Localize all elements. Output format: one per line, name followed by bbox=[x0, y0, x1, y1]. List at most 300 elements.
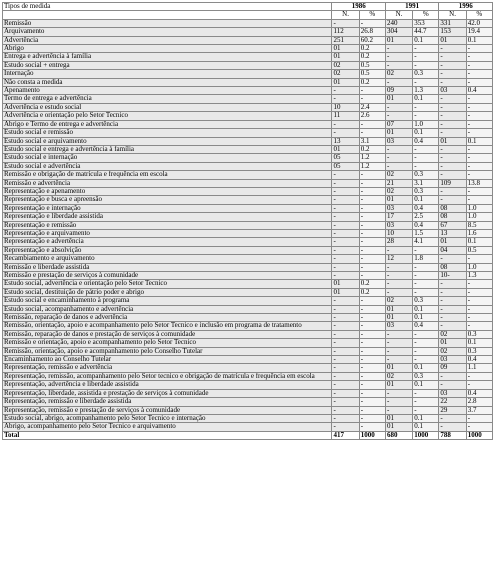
count-cell: - bbox=[385, 112, 412, 120]
subheader-pct: % bbox=[413, 11, 439, 19]
percent-cell: 1.5 bbox=[413, 229, 439, 237]
percent-cell: 0.1 bbox=[413, 414, 439, 422]
percent-cell: 4.1 bbox=[413, 238, 439, 246]
row-label: Representação e absolvição bbox=[3, 246, 332, 254]
count-cell: 09 bbox=[439, 364, 466, 372]
total-label: Total bbox=[3, 431, 332, 439]
total-count-cell: 680 bbox=[385, 431, 412, 439]
count-cell: - bbox=[439, 297, 466, 305]
percent-cell: 0.1 bbox=[466, 36, 492, 44]
percent-cell: - bbox=[413, 406, 439, 414]
percent-cell: - bbox=[359, 221, 385, 229]
table-row bbox=[3, 137, 493, 145]
count-cell: - bbox=[385, 154, 412, 162]
percent-cell: - bbox=[359, 406, 385, 414]
count-cell: - bbox=[439, 288, 466, 296]
count-cell: - bbox=[439, 423, 466, 431]
percent-cell: 3.7 bbox=[466, 406, 492, 414]
count-cell: 01 bbox=[385, 129, 412, 137]
count-cell: - bbox=[332, 120, 359, 128]
percent-cell: 0.4 bbox=[413, 204, 439, 212]
percent-cell: - bbox=[359, 187, 385, 195]
count-cell: - bbox=[385, 347, 412, 355]
count-cell: - bbox=[332, 255, 359, 263]
count-cell: - bbox=[385, 246, 412, 254]
percent-cell: 0.1 bbox=[413, 423, 439, 431]
percent-cell: - bbox=[466, 61, 492, 69]
row-label: Estudo social e advertência bbox=[3, 162, 332, 170]
row-label: Internação bbox=[3, 70, 332, 78]
count-cell: 01 bbox=[332, 45, 359, 53]
count-cell: - bbox=[439, 414, 466, 422]
row-label: Representação, remissão e advertência bbox=[3, 364, 332, 372]
percent-cell: 0.1 bbox=[466, 137, 492, 145]
count-cell: 331 bbox=[439, 19, 466, 27]
row-label: Entrega e advertência à família bbox=[3, 53, 332, 61]
percent-cell: - bbox=[466, 288, 492, 296]
percent-cell: 0.3 bbox=[413, 297, 439, 305]
row-label: Representação, remissão e prestação de serviços à comunidade bbox=[3, 406, 332, 414]
percent-cell: 1.0 bbox=[466, 204, 492, 212]
table-row bbox=[3, 322, 493, 330]
table-row bbox=[3, 255, 493, 263]
count-cell: - bbox=[439, 322, 466, 330]
table-row bbox=[3, 103, 493, 111]
count-cell: 01 bbox=[385, 381, 412, 389]
count-cell: - bbox=[332, 364, 359, 372]
row-label: Estudo social e encaminhamento à programa bbox=[3, 297, 332, 305]
count-cell: 08 bbox=[439, 204, 466, 212]
row-label: Recambiamento e arquivamento bbox=[3, 255, 332, 263]
table-row bbox=[3, 280, 493, 288]
count-cell: - bbox=[332, 187, 359, 195]
count-cell: 01 bbox=[385, 196, 412, 204]
table-row bbox=[3, 339, 493, 347]
percent-cell: - bbox=[413, 272, 439, 280]
percent-cell: 1.0 bbox=[466, 213, 492, 221]
count-cell: 11 bbox=[332, 112, 359, 120]
count-cell: - bbox=[439, 187, 466, 195]
count-cell: 09 bbox=[385, 87, 412, 95]
percent-cell: - bbox=[466, 414, 492, 422]
row-label: Abrigo e Termo de entrega e advertência bbox=[3, 120, 332, 128]
percent-cell: - bbox=[466, 255, 492, 263]
count-cell: - bbox=[439, 145, 466, 153]
percent-cell: - bbox=[466, 280, 492, 288]
percent-cell: - bbox=[413, 53, 439, 61]
count-cell: 03 bbox=[385, 221, 412, 229]
percent-cell: - bbox=[466, 171, 492, 179]
count-cell: 02 bbox=[385, 187, 412, 195]
row-label: Termo de entrega e advertência bbox=[3, 95, 332, 103]
count-cell: 10 bbox=[332, 103, 359, 111]
table-row bbox=[3, 70, 493, 78]
row-label: Estudo social e entrega e advertência à família bbox=[3, 145, 332, 153]
count-cell: 03 bbox=[385, 204, 412, 212]
percent-cell: 0.1 bbox=[413, 36, 439, 44]
count-cell: - bbox=[385, 61, 412, 69]
table-row bbox=[3, 330, 493, 338]
count-cell: - bbox=[385, 339, 412, 347]
percent-cell: - bbox=[359, 356, 385, 364]
percent-cell: 0.4 bbox=[413, 137, 439, 145]
percent-cell: 1.0 bbox=[466, 263, 492, 271]
count-cell: - bbox=[439, 53, 466, 61]
table-row bbox=[3, 87, 493, 95]
percent-cell: - bbox=[359, 339, 385, 347]
count-cell: - bbox=[332, 221, 359, 229]
measures-table bbox=[2, 2, 493, 440]
percent-cell: - bbox=[413, 288, 439, 296]
percent-cell: 0.4 bbox=[466, 389, 492, 397]
percent-cell: - bbox=[359, 246, 385, 254]
count-cell: - bbox=[332, 322, 359, 330]
row-label: Representação, remissão, acompanhamento pelo Setor tecnico e obrigação de matrícula e frequência em escola bbox=[3, 372, 332, 380]
count-cell: - bbox=[439, 196, 466, 204]
percent-cell: 19.4 bbox=[466, 28, 492, 36]
row-label: Encaminhamento ao Conselho Tutelar bbox=[3, 356, 332, 364]
table-row bbox=[3, 406, 493, 414]
percent-cell: 1.2 bbox=[359, 162, 385, 170]
percent-cell: - bbox=[359, 398, 385, 406]
count-cell: - bbox=[385, 288, 412, 296]
table-row bbox=[3, 213, 493, 221]
percent-cell: - bbox=[466, 372, 492, 380]
table-row bbox=[3, 263, 493, 271]
table-row bbox=[3, 196, 493, 204]
percent-cell: 2.8 bbox=[466, 398, 492, 406]
count-cell: - bbox=[332, 87, 359, 95]
percent-cell: - bbox=[359, 229, 385, 237]
count-cell: 02 bbox=[439, 330, 466, 338]
row-label: Representação e arquivamento bbox=[3, 229, 332, 237]
percent-cell: 0.1 bbox=[413, 95, 439, 103]
subheader-pct: % bbox=[359, 11, 385, 19]
percent-cell: - bbox=[359, 381, 385, 389]
count-cell: 10 bbox=[385, 229, 412, 237]
count-cell: 02 bbox=[385, 171, 412, 179]
year-header-1986: 1986 bbox=[332, 3, 385, 11]
count-cell: - bbox=[439, 162, 466, 170]
percent-cell: - bbox=[359, 171, 385, 179]
percent-cell: - bbox=[359, 314, 385, 322]
count-cell: - bbox=[332, 406, 359, 414]
percent-cell: - bbox=[359, 372, 385, 380]
table-row bbox=[3, 28, 493, 36]
table-row bbox=[3, 414, 493, 422]
table-row bbox=[3, 356, 493, 364]
table-row bbox=[3, 297, 493, 305]
percent-cell: 0.3 bbox=[413, 372, 439, 380]
row-label: Abrigo, acompanhamento pelo Setor Tecnico e arquivamento bbox=[3, 423, 332, 431]
percent-cell: 0.5 bbox=[359, 70, 385, 78]
count-cell: 02 bbox=[332, 61, 359, 69]
year-header-row bbox=[3, 3, 493, 11]
table-row bbox=[3, 36, 493, 44]
count-cell: - bbox=[332, 330, 359, 338]
percent-cell: - bbox=[466, 162, 492, 170]
count-cell: - bbox=[332, 347, 359, 355]
total-count-cell: 788 bbox=[439, 431, 466, 439]
count-cell: 01 bbox=[385, 414, 412, 422]
table-row bbox=[3, 238, 493, 246]
count-cell: 153 bbox=[439, 28, 466, 36]
subheader-row bbox=[3, 11, 493, 19]
percent-cell: 1.3 bbox=[466, 272, 492, 280]
table-row bbox=[3, 398, 493, 406]
count-cell: 07 bbox=[385, 120, 412, 128]
row-label: Estudo social e remissão bbox=[3, 129, 332, 137]
count-cell: - bbox=[439, 112, 466, 120]
row-label: Remissão e orientação, apoio e acompanhamento pelo Setor Tecnico bbox=[3, 339, 332, 347]
percent-cell: - bbox=[466, 45, 492, 53]
percent-cell: - bbox=[466, 154, 492, 162]
count-cell: 01 bbox=[332, 145, 359, 153]
percent-cell: 0.1 bbox=[413, 129, 439, 137]
table-row bbox=[3, 19, 493, 27]
table-row bbox=[3, 314, 493, 322]
percent-cell: 0.2 bbox=[359, 145, 385, 153]
count-cell: 02 bbox=[332, 70, 359, 78]
percent-cell: 1.0 bbox=[413, 120, 439, 128]
count-cell: - bbox=[439, 78, 466, 86]
subheader-n: N. bbox=[385, 11, 412, 19]
percent-cell: 0.1 bbox=[413, 305, 439, 313]
count-cell: 05 bbox=[332, 162, 359, 170]
count-cell: 01 bbox=[385, 364, 412, 372]
row-label: Remissão e prestação de serviços à comunidade bbox=[3, 272, 332, 280]
row-label: Advertência e orientação pelo Setor Tecnico bbox=[3, 112, 332, 120]
count-cell: - bbox=[439, 70, 466, 78]
total-percent-cell: 1000 bbox=[466, 431, 492, 439]
percent-cell: - bbox=[359, 129, 385, 137]
count-cell: - bbox=[439, 372, 466, 380]
table-row bbox=[3, 305, 493, 313]
count-cell: - bbox=[385, 272, 412, 280]
percent-cell: 0.1 bbox=[413, 196, 439, 204]
percent-cell: - bbox=[413, 45, 439, 53]
row-label: Representação e busca e apreensão bbox=[3, 196, 332, 204]
count-cell: - bbox=[332, 179, 359, 187]
percent-cell: - bbox=[466, 423, 492, 431]
row-label: Representação e remissão bbox=[3, 221, 332, 229]
count-cell: - bbox=[332, 263, 359, 271]
table-row bbox=[3, 389, 493, 397]
percent-cell: 0.2 bbox=[359, 280, 385, 288]
count-cell: - bbox=[385, 330, 412, 338]
percent-cell: 60.2 bbox=[359, 36, 385, 44]
row-label: Advertência e estudo social bbox=[3, 103, 332, 111]
percent-cell: 3.1 bbox=[413, 179, 439, 187]
percent-cell: - bbox=[413, 154, 439, 162]
count-cell: - bbox=[332, 356, 359, 364]
table-row bbox=[3, 120, 493, 128]
row-label: Remissão, reparação de danos e advertência bbox=[3, 314, 332, 322]
percent-cell: 0.3 bbox=[413, 187, 439, 195]
count-cell: - bbox=[385, 45, 412, 53]
subheader-n: N. bbox=[439, 11, 466, 19]
percent-cell: 0.2 bbox=[359, 45, 385, 53]
count-cell: - bbox=[332, 305, 359, 313]
table-row bbox=[3, 53, 493, 61]
count-cell: 304 bbox=[385, 28, 412, 36]
percent-cell: - bbox=[413, 112, 439, 120]
percent-cell: - bbox=[359, 213, 385, 221]
percent-cell: 1.3 bbox=[413, 87, 439, 95]
percent-cell: - bbox=[413, 339, 439, 347]
count-cell: 01 bbox=[439, 339, 466, 347]
percent-cell: - bbox=[359, 19, 385, 27]
percent-cell: - bbox=[466, 129, 492, 137]
count-cell: 112 bbox=[332, 28, 359, 36]
count-cell: 03 bbox=[439, 389, 466, 397]
table-row bbox=[3, 171, 493, 179]
count-cell: - bbox=[332, 204, 359, 212]
year-header-1991: 1991 bbox=[385, 3, 438, 11]
row-label: Estudo social, abrigo, acompanhamento pelo Setor Tecnico e internação bbox=[3, 414, 332, 422]
row-label: Abrigo bbox=[3, 45, 332, 53]
percent-cell: - bbox=[466, 381, 492, 389]
count-cell: - bbox=[332, 398, 359, 406]
row-label: Representação e advertência bbox=[3, 238, 332, 246]
table-row bbox=[3, 129, 493, 137]
table-row bbox=[3, 229, 493, 237]
table-row bbox=[3, 381, 493, 389]
count-cell: - bbox=[439, 103, 466, 111]
percent-cell: - bbox=[413, 61, 439, 69]
count-cell: 13 bbox=[332, 137, 359, 145]
percent-cell: - bbox=[413, 103, 439, 111]
percent-cell: 0.4 bbox=[466, 87, 492, 95]
row-label: Advertência bbox=[3, 36, 332, 44]
total-percent-cell: 1000 bbox=[413, 431, 439, 439]
row-label: Representação, remissão e liberdade assistida bbox=[3, 398, 332, 406]
percent-cell: 0.4 bbox=[413, 322, 439, 330]
percent-cell: - bbox=[413, 389, 439, 397]
count-cell: 13 bbox=[439, 229, 466, 237]
percent-cell: 3.1 bbox=[359, 137, 385, 145]
percent-cell: 2.6 bbox=[359, 112, 385, 120]
row-label: Apenamento bbox=[3, 87, 332, 95]
total-percent-cell: 1000 bbox=[359, 431, 385, 439]
percent-cell: - bbox=[466, 196, 492, 204]
percent-cell: - bbox=[359, 255, 385, 263]
table-row bbox=[3, 112, 493, 120]
row-label: Representação, liberdade, assistida e prestação de serviços à comunidade bbox=[3, 389, 332, 397]
row-label: Representação e apenamento bbox=[3, 187, 332, 195]
percent-cell: 1.1 bbox=[466, 364, 492, 372]
row-label: Estudo social e arquivamento bbox=[3, 137, 332, 145]
percent-cell: 0.4 bbox=[466, 356, 492, 364]
percent-cell: 0.2 bbox=[359, 78, 385, 86]
subheader-blank bbox=[3, 11, 332, 19]
percent-cell: 42.0 bbox=[466, 19, 492, 27]
total-row bbox=[3, 431, 493, 439]
count-cell: 08 bbox=[439, 213, 466, 221]
percent-cell: - bbox=[413, 246, 439, 254]
count-cell: 01 bbox=[439, 137, 466, 145]
table-row bbox=[3, 288, 493, 296]
percent-cell: - bbox=[413, 263, 439, 271]
subheader-n: N. bbox=[332, 11, 359, 19]
count-cell: 02 bbox=[385, 372, 412, 380]
percent-cell: - bbox=[359, 297, 385, 305]
table-row bbox=[3, 78, 493, 86]
table-row bbox=[3, 95, 493, 103]
count-cell: - bbox=[439, 129, 466, 137]
count-cell: 03 bbox=[385, 137, 412, 145]
percent-cell: - bbox=[466, 78, 492, 86]
percent-cell: - bbox=[359, 305, 385, 313]
count-cell: 01 bbox=[385, 423, 412, 431]
count-cell: 109 bbox=[439, 179, 466, 187]
count-cell: - bbox=[332, 339, 359, 347]
percent-cell: - bbox=[359, 364, 385, 372]
count-cell: 17 bbox=[385, 213, 412, 221]
table-row bbox=[3, 221, 493, 229]
table-row bbox=[3, 61, 493, 69]
percent-cell: 1.8 bbox=[413, 255, 439, 263]
percent-cell: 353 bbox=[413, 19, 439, 27]
count-cell: - bbox=[385, 406, 412, 414]
percent-cell: - bbox=[413, 162, 439, 170]
percent-cell: 2.4 bbox=[359, 103, 385, 111]
percent-cell: - bbox=[359, 238, 385, 246]
table-row bbox=[3, 145, 493, 153]
count-cell: 03 bbox=[385, 322, 412, 330]
count-cell: - bbox=[385, 145, 412, 153]
count-cell: 01 bbox=[439, 36, 466, 44]
count-cell: - bbox=[332, 171, 359, 179]
column-header-tipos: Tipos de medida bbox=[3, 3, 332, 11]
percent-cell: - bbox=[359, 414, 385, 422]
table-row bbox=[3, 204, 493, 212]
count-cell: 02 bbox=[385, 297, 412, 305]
percent-cell: 1.2 bbox=[359, 154, 385, 162]
row-label: Estudo social, destituição de pátrio poder e abrigo bbox=[3, 288, 332, 296]
count-cell: 22 bbox=[439, 398, 466, 406]
table-row bbox=[3, 364, 493, 372]
count-cell: 04 bbox=[439, 246, 466, 254]
count-cell: - bbox=[332, 19, 359, 27]
table-row bbox=[3, 162, 493, 170]
count-cell: - bbox=[439, 154, 466, 162]
row-label: Remissão bbox=[3, 19, 332, 27]
percent-cell: - bbox=[413, 280, 439, 288]
percent-cell: 0.3 bbox=[413, 70, 439, 78]
count-cell: 02 bbox=[439, 347, 466, 355]
table-row bbox=[3, 187, 493, 195]
count-cell: 01 bbox=[385, 95, 412, 103]
count-cell: 01 bbox=[332, 288, 359, 296]
count-cell: - bbox=[332, 314, 359, 322]
count-cell: - bbox=[332, 246, 359, 254]
count-cell: 240 bbox=[385, 19, 412, 27]
count-cell: - bbox=[385, 263, 412, 271]
count-cell: - bbox=[439, 305, 466, 313]
count-cell: - bbox=[385, 53, 412, 61]
percent-cell: - bbox=[466, 95, 492, 103]
percent-cell: - bbox=[359, 263, 385, 271]
percent-cell: 44.7 bbox=[413, 28, 439, 36]
count-cell: - bbox=[332, 238, 359, 246]
row-label: Estudo social, acompanhamento e advertência bbox=[3, 305, 332, 313]
percent-cell: - bbox=[413, 330, 439, 338]
percent-cell: - bbox=[466, 297, 492, 305]
count-cell: - bbox=[385, 78, 412, 86]
table-row bbox=[3, 347, 493, 355]
row-label: Remissão e liberdade assistida bbox=[3, 263, 332, 271]
